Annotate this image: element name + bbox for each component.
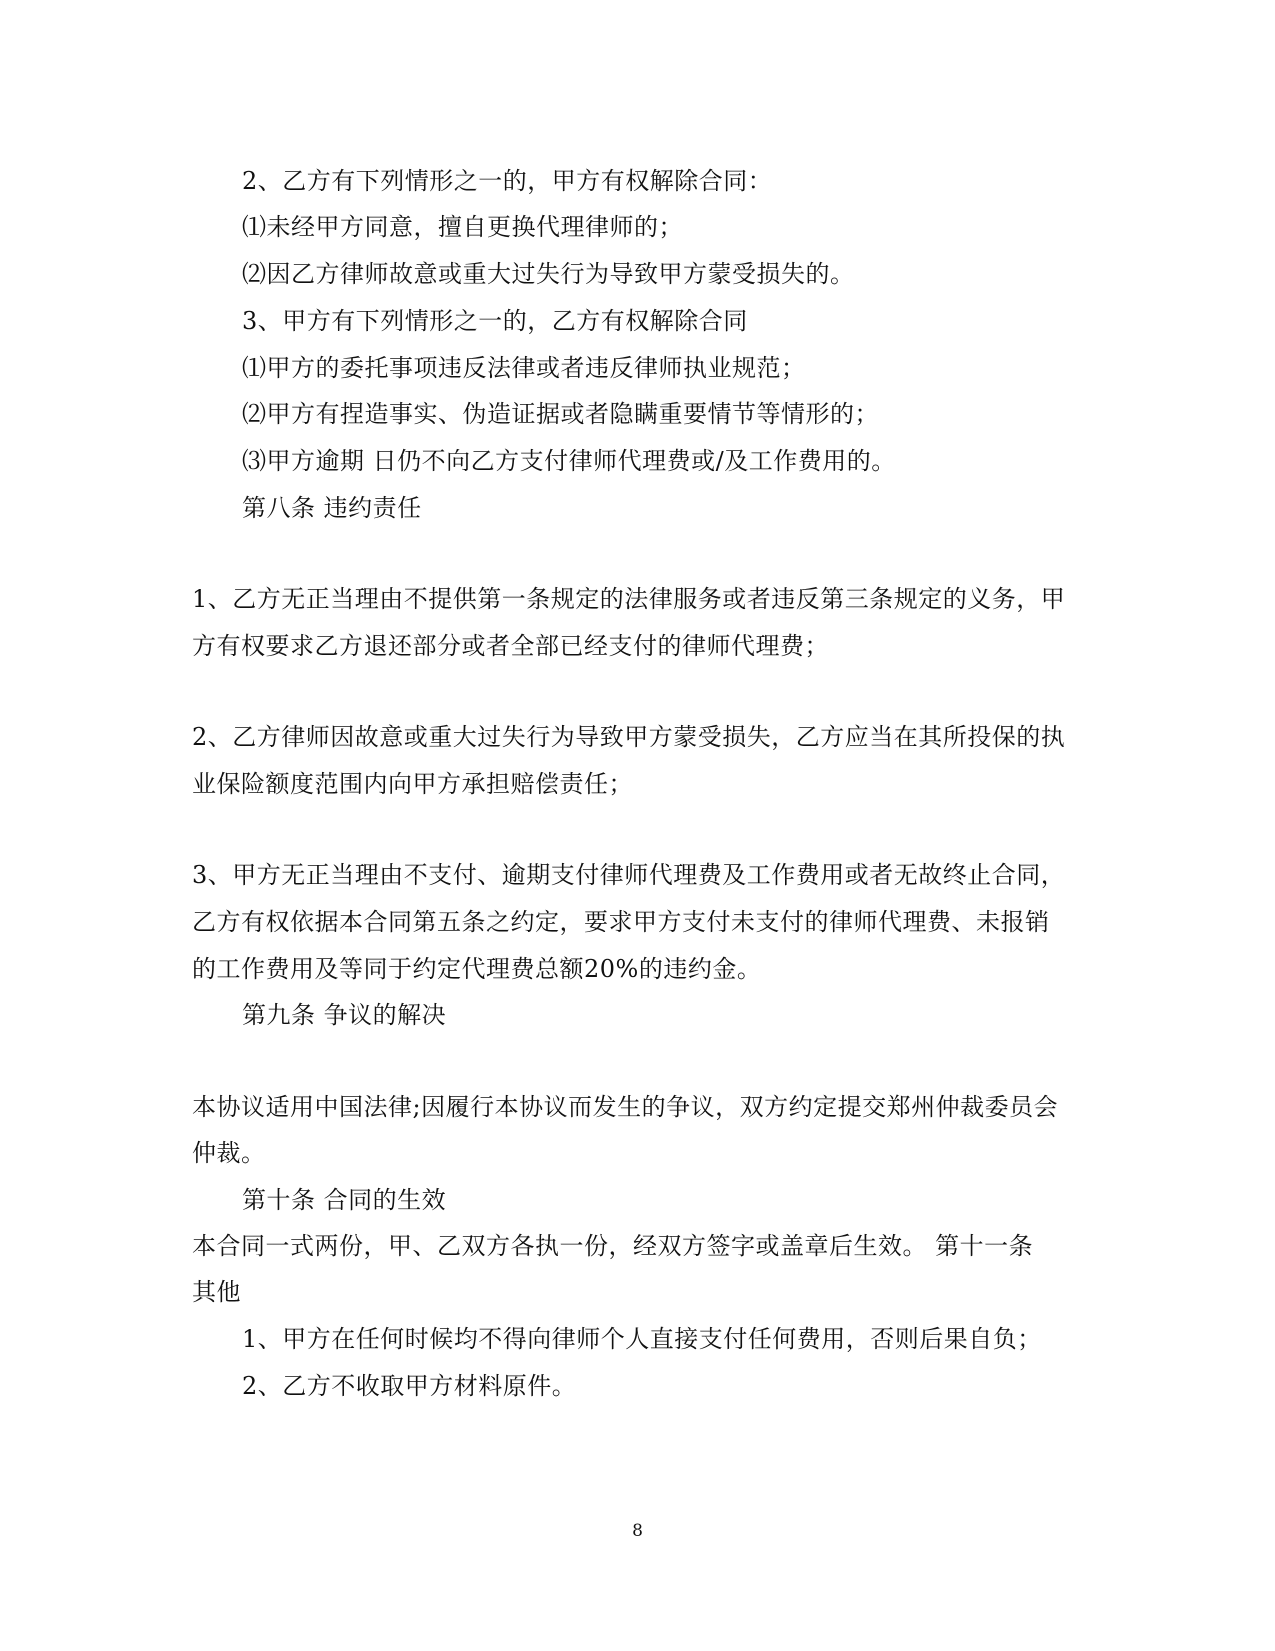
article-9-body-line-1: 本协议适用中国法律;因履行本协议而发生的争议，双方约定提交郑州仲裁委员会 <box>192 1093 1059 1121</box>
article-8-heading: 第八条 违约责任 <box>242 494 422 522</box>
article-11-item-1: 1、甲方在任何时候均不得向律师个人直接支付任何费用，否则后果自负； <box>242 1325 1042 1353</box>
article-10-heading: 第十条 合同的生效 <box>242 1186 447 1214</box>
article-8-item-3-line-1: 3、甲方无正当理由不支付、逾期支付律师代理费及工作费用或者无故终止合同， <box>192 861 1066 889</box>
article-8-item-2-line-1: 2、乙方律师因故意或重大过失行为导致甲方蒙受损失，乙方应当在其所投保的执 <box>192 723 1066 751</box>
clause-7-2-item-2: ⑵因乙方律师故意或重大过失行为导致甲方蒙受损失的。 <box>242 260 855 288</box>
clause-7-2-heading: 2、乙方有下列情形之一的，甲方有权解除合同： <box>242 167 773 195</box>
clause-7-3-heading: 3、甲方有下列情形之一的，乙方有权解除合同 <box>242 307 748 335</box>
article-11-item-2: 2、乙方不收取甲方材料原件。 <box>242 1372 577 1400</box>
article-11-heading-line-2: 其他 <box>192 1278 241 1306</box>
article-10-body-line-1: 本合同一式两份，甲、乙双方各执一份，经双方签字或盖章后生效。 第十一条 <box>192 1232 1034 1260</box>
article-8-item-2-line-2: 业保险额度范围内向甲方承担赔偿责任； <box>192 770 633 798</box>
article-8-item-1-line-2: 方有权要求乙方退还部分或者全部已经支付的律师代理费； <box>192 632 829 660</box>
clause-7-2-item-1: ⑴未经甲方同意，擅自更换代理律师的； <box>242 213 683 241</box>
page-number: 8 <box>632 1521 643 1541</box>
clause-7-3-item-2: ⑵甲方有捏造事实、伪造证据或者隐瞒重要情节等情形的； <box>242 400 879 428</box>
article-8-item-3-line-3: 的工作费用及等同于约定代理费总额20%的违约金。 <box>192 955 762 983</box>
clause-7-3-item-1: ⑴甲方的委托事项违反法律或者违反律师执业规范； <box>242 354 806 382</box>
article-9-heading: 第九条 争议的解决 <box>242 1001 447 1029</box>
article-9-body-line-2: 仲裁。 <box>192 1139 266 1167</box>
article-8-item-1-line-1: 1、乙方无正当理由不提供第一条规定的法律服务或者违反第三条规定的义务，甲 <box>192 585 1066 613</box>
clause-7-3-item-3: ⑶甲方逾期 日仍不向乙方支付律师代理费或/及工作费用的。 <box>242 447 896 475</box>
article-8-item-3-line-2: 乙方有权依据本合同第五条之约定，要求甲方支付未支付的律师代理费、未报销 <box>192 908 1050 936</box>
